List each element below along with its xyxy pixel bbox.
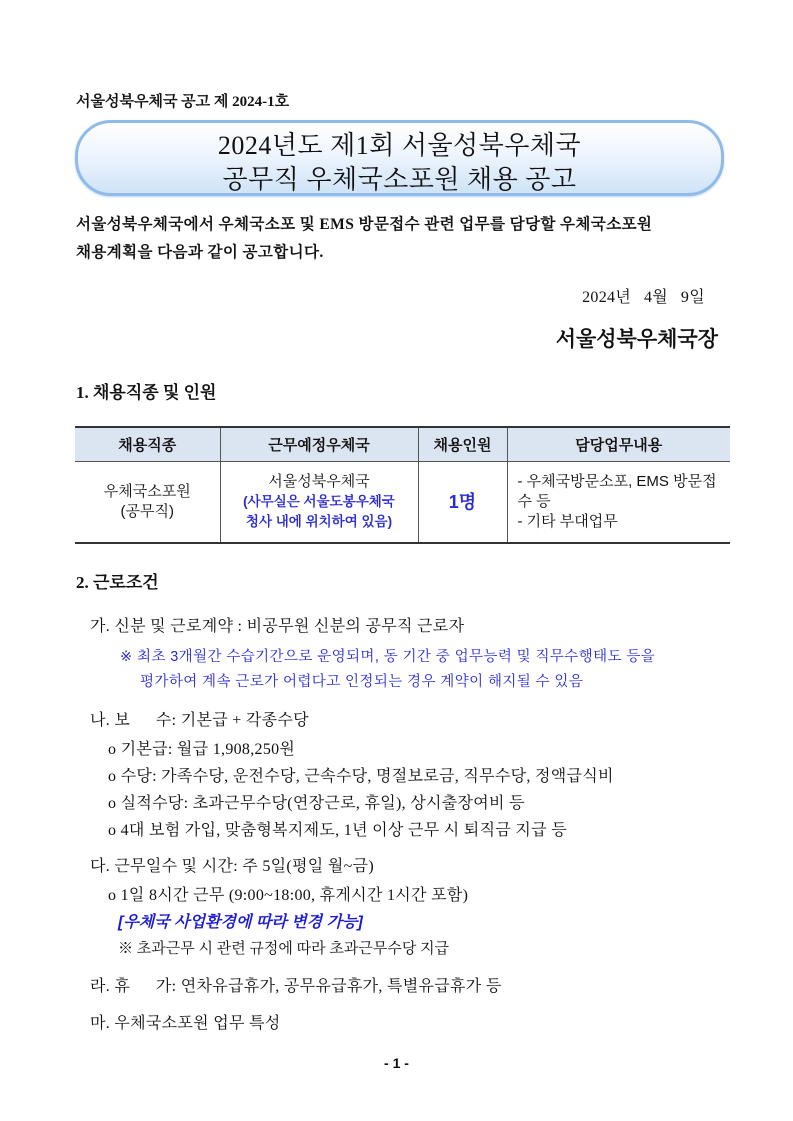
da-emphasis: [우체국 사업환경에 따라 변경 가능] bbox=[118, 914, 363, 931]
office-name: 서울성북우체국 bbox=[268, 473, 370, 490]
page-number: - 1 - bbox=[384, 1055, 409, 1071]
na-item: o 4대 보험 가입, 맞춤형복지제도, 1년 이상 근무 시 퇴직금 지급 등 bbox=[108, 822, 567, 839]
intro-line1: 서울성북우체국에서 우체국소포 및 EMS 방문접수 관련 업무를 담당할 우체국소포원 bbox=[76, 216, 653, 233]
office-note-1: (사무실은 서울도봉우체국 bbox=[243, 494, 395, 509]
table-header-row bbox=[75, 427, 730, 462]
na-item: o 기본급: 월급 1,908,250원 bbox=[108, 741, 296, 758]
ga-note-2: 평가하여 계속 근로가 어렵다고 인정되는 경우 계약이 해지될 수 있음 bbox=[140, 674, 584, 690]
item-ga: 가. 신분 및 근로계약 : 비공무원 신분의 공무직 근로자 bbox=[90, 618, 465, 635]
da-note: ※ 초과근무 시 관련 규정에 따라 초과근무수당 지급 bbox=[118, 941, 450, 957]
cell-duties bbox=[507, 462, 730, 544]
announcement-date: 2024년 4월 9일 bbox=[582, 289, 705, 306]
item-na: 나. 보 수: 기본급 + 각종수당 bbox=[90, 712, 309, 729]
issuer-name: 서울성북우체국장 bbox=[555, 327, 718, 351]
title-banner bbox=[75, 120, 724, 196]
da-item: o 1일 8시간 근무 (9:00~18:00, 휴게시간 1시간 포함) bbox=[108, 887, 469, 904]
header-count: 채용인원 bbox=[418, 427, 507, 462]
header-duties: 담당업무내용 bbox=[507, 427, 730, 462]
na-item: o 실적수당: 초과근무수당(연장근로, 휴일), 상시출장여비 등 bbox=[108, 795, 525, 812]
cell-count: 1명 bbox=[418, 462, 507, 544]
table-row bbox=[75, 462, 730, 544]
title-line2: 공무직 우체국소포원 채용 공고 bbox=[222, 165, 577, 194]
intro-line2: 채용계획을 다음과 같이 공고합니다. bbox=[76, 244, 324, 261]
header-job: 채용직종 bbox=[75, 427, 220, 462]
office-note-2: 청사 내에 위치하여 있음) bbox=[245, 514, 393, 529]
cell-office bbox=[220, 462, 418, 544]
job-subtitle: (공무직) bbox=[120, 503, 174, 520]
job-title: 우체국소포원 bbox=[103, 483, 191, 500]
na-item: o 수당: 가족수당, 운전수당, 근속수당, 명절보로금, 직무수당, 정액급식비 bbox=[108, 768, 614, 785]
item-ma: 마. 우체국소포원 업무 특성 bbox=[90, 1015, 281, 1032]
recruitment-table bbox=[75, 426, 730, 544]
header-office: 근무예정우체국 bbox=[220, 427, 418, 462]
ga-note-1: ※ 최초 3개월간 수습기간으로 운영되며, 동 기간 중 업무능력 및 직무수행태도 등을 bbox=[120, 649, 656, 665]
duty-item: - 우체국방문소포, EMS 방문접수 등 bbox=[517, 473, 717, 510]
section1-heading: 1. 채용직종 및 인원 bbox=[76, 383, 217, 402]
item-ra: 라. 휴 가: 연차유급휴가, 공무유급휴가, 특별유급휴가 등 bbox=[90, 978, 502, 995]
title-line1: 2024년도 제1회 서울성북우체국 bbox=[217, 131, 582, 160]
notice-number: 서울성북우체국 공고 제 2024-1호 bbox=[76, 94, 290, 110]
duty-item: - 기타 부대업무 bbox=[517, 513, 618, 530]
item-da: 다. 근무일수 및 시간: 주 5일(평일 월~금) bbox=[90, 858, 374, 875]
section2-heading: 2. 근로조건 bbox=[76, 573, 159, 592]
cell-job bbox=[75, 462, 220, 544]
